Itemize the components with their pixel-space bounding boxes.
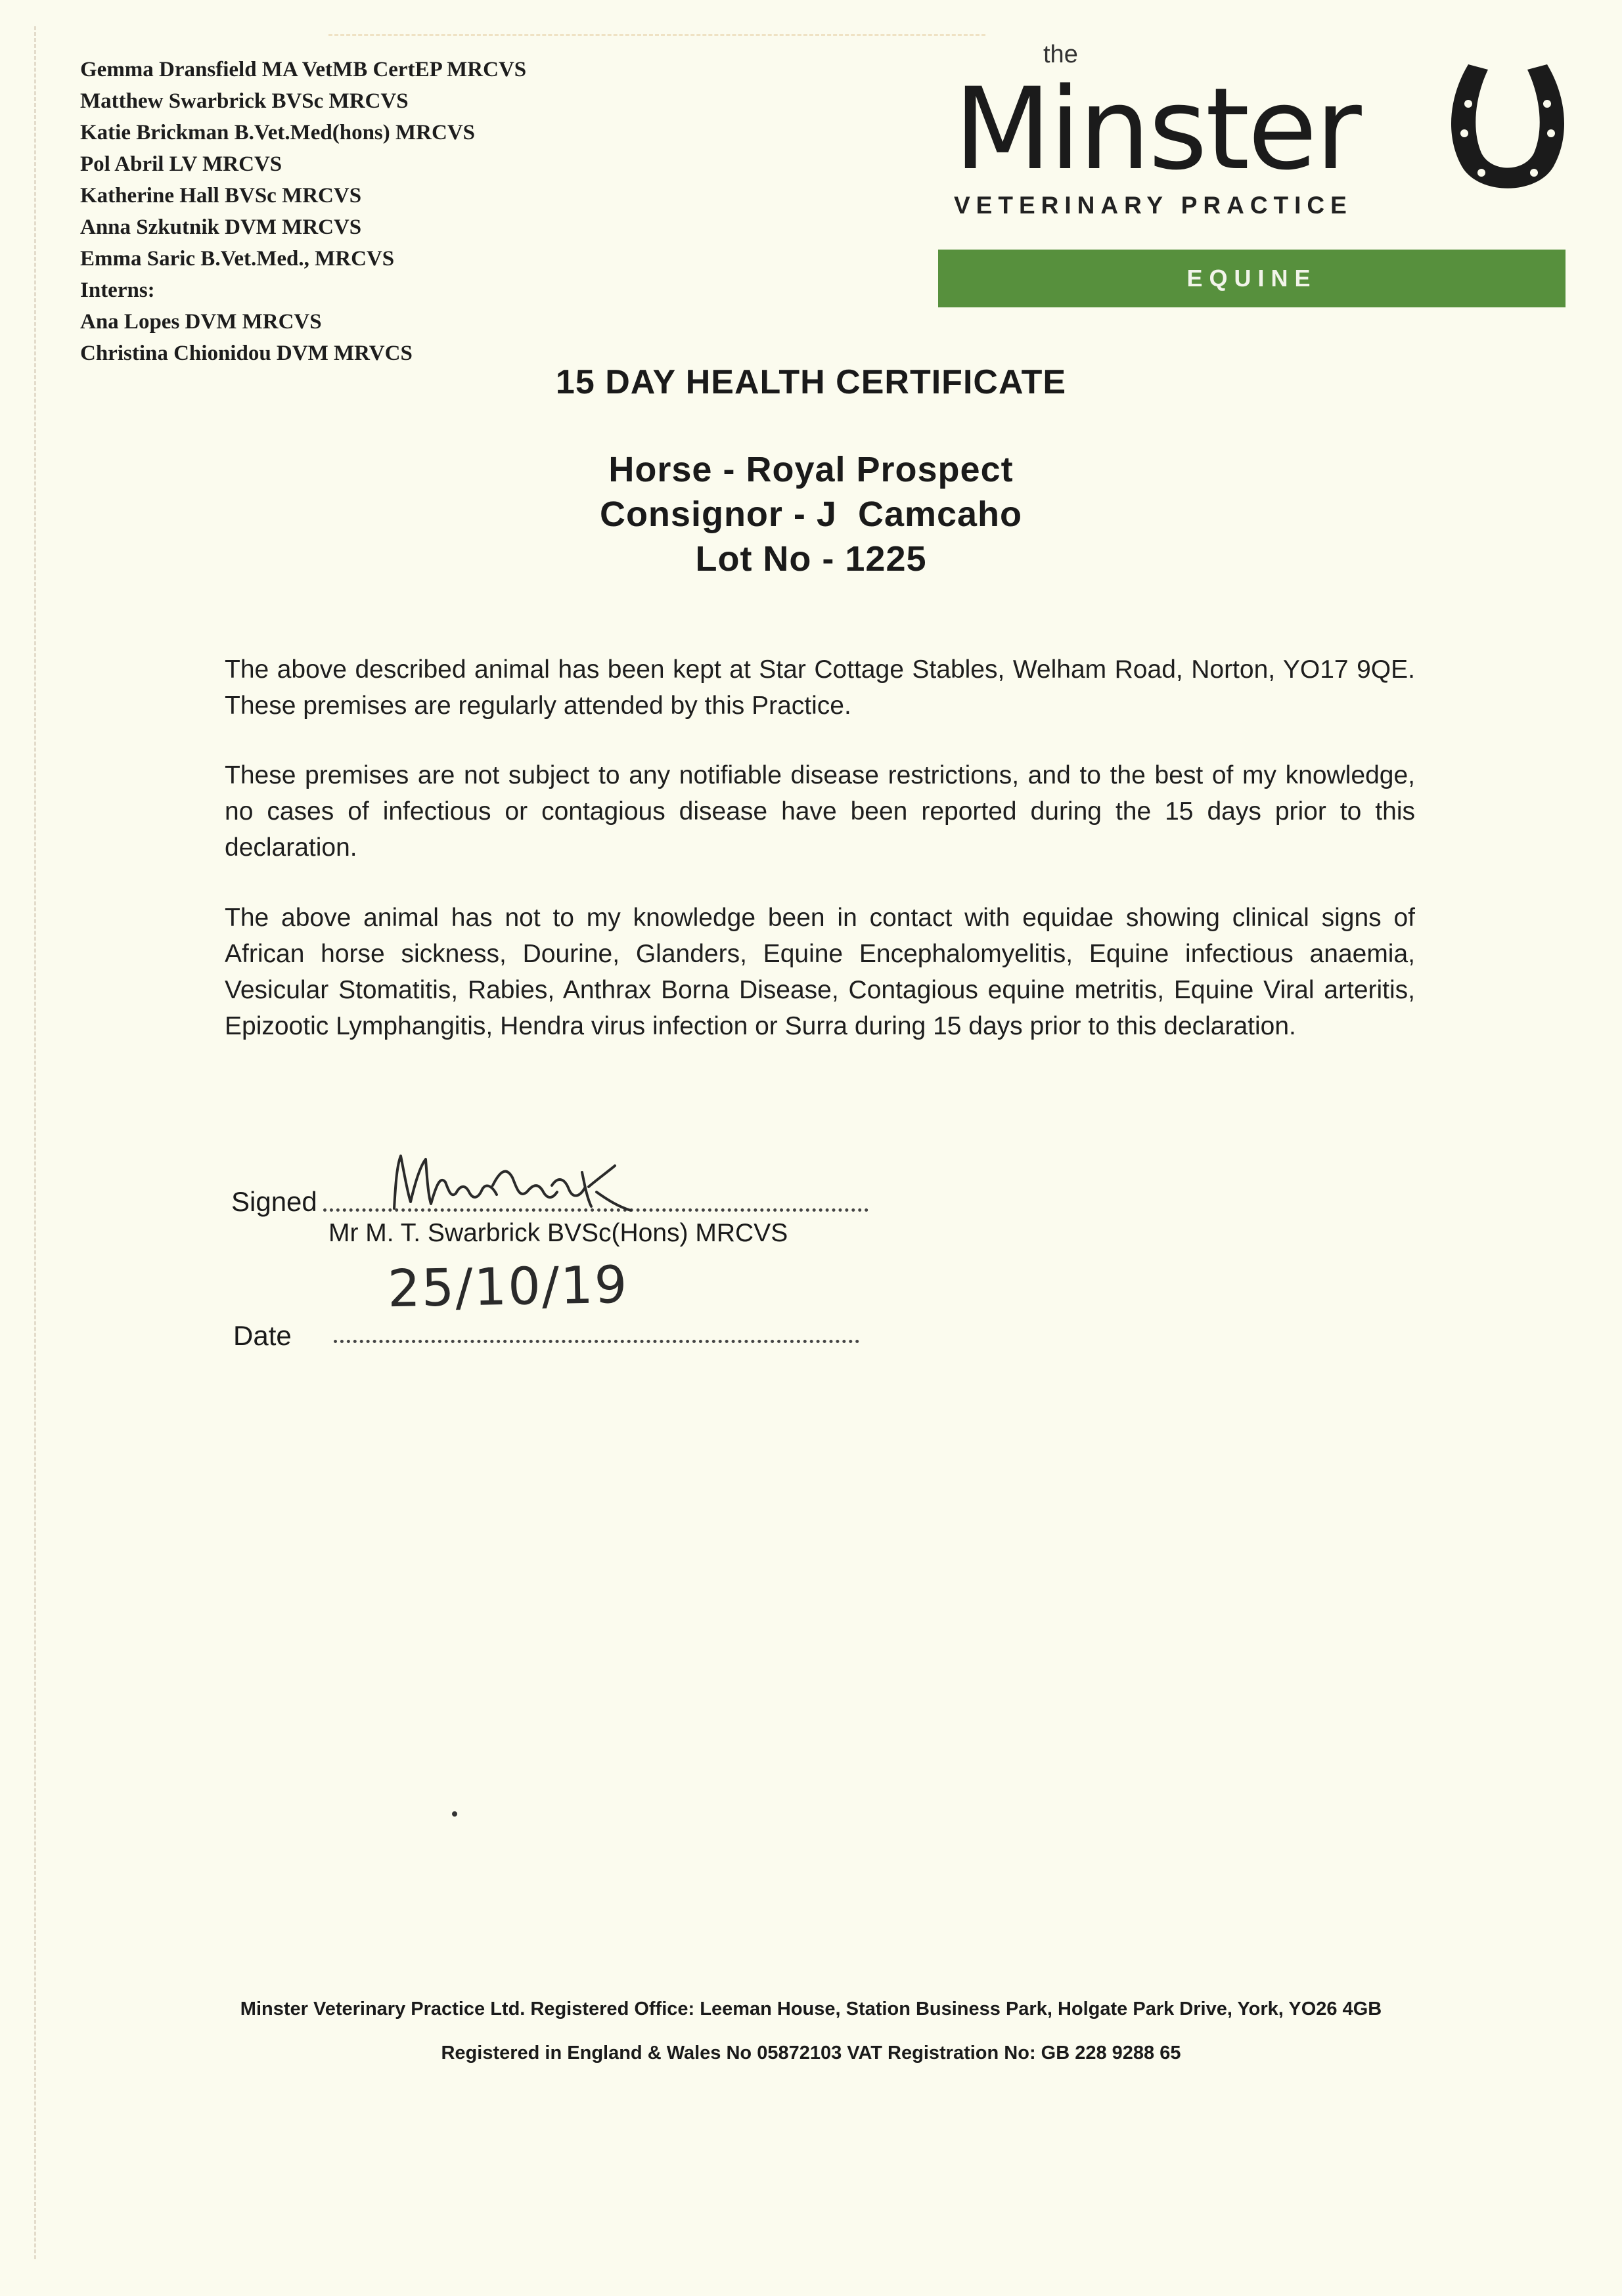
logo-wordmark: Minster xyxy=(954,63,1360,195)
logo-subtitle: VETERINARY PRACTICE xyxy=(954,192,1353,219)
ink-dot xyxy=(452,1811,457,1817)
staff-member: Ana Lopes DVM MRCVS xyxy=(80,310,322,334)
restrictions-paragraph: These premises are not subject to any notifiable disease restrictions, and to the best of my knowledge, no cases of infectious or contagious disease have been reported during the 15 days prior to this declaration. xyxy=(225,761,1415,862)
premises-paragraph: The above described animal has been kept at Star Cottage Stables, Welham Road, Norton, YO17 9QE. These premises are regularly attended by this Practice. xyxy=(225,655,1415,720)
consignor: Consignor - J Camcaho xyxy=(599,495,1023,534)
contact-paragraph: The above animal has not to my knowledge been in contact with equidae showing clinical signs of African horse sickness, Dourine, Glanders, Equine Encephalomyelitis, Equine infectious anaemia, Vesicular Stomatitis, Rabies, Anthrax Borna Disease, Contagious equine metritis, Equine Viral arteritis, Epizootic Lymphangitis, Hendra virus infection or Surra during 15 days prior to this declaration. xyxy=(225,904,1415,1040)
certificate-title: 15 DAY HEALTH CERTIFICATE xyxy=(555,363,1067,401)
staff-list xyxy=(80,54,526,369)
signer-name: Mr M. T. Swarbrick BVSc(Hons) MRCVS xyxy=(328,1219,788,1247)
footer-registered-office: Minster Veterinary Practice Ltd. Registered Office: Leeman House, Station Business Park, Holgate Park Drive, York, YO26 4GB xyxy=(240,1998,1382,2020)
handwritten-signature xyxy=(388,1146,703,1218)
lot-number: Lot No - 1225 xyxy=(695,539,927,579)
staff-member: Emma Saric B.Vet.Med., MRCVS xyxy=(80,247,395,271)
staff-member: Katie Brickman B.Vet.Med(hons) MRCVS xyxy=(80,121,476,144)
scan-edge xyxy=(328,34,985,36)
signed-label: Signed xyxy=(231,1186,317,1217)
staff-member: Christina Chionidou DVM MRVCS xyxy=(80,342,413,365)
staff-member: Matthew Swarbrick BVSc MRCVS xyxy=(80,89,409,113)
scan-edge xyxy=(34,26,36,2259)
logo-the: the xyxy=(1043,41,1078,68)
staff-member: Gemma Dransfield MA VetMB CertEP MRCVS xyxy=(80,58,527,81)
staff-member: Katherine Hall BVSc MRCVS xyxy=(80,184,362,208)
footer-registration: Registered in England & Wales No 05872103 VAT Registration No: GB 228 9288 65 xyxy=(441,2042,1181,2064)
staff-member: Anna Szkutnik DVM MRCVS xyxy=(80,215,362,239)
staff-member: Pol Abril LV MRCVS xyxy=(80,152,282,176)
equine-banner xyxy=(938,250,1566,307)
horseshoe-icon xyxy=(1442,58,1573,202)
date-line xyxy=(334,1320,859,1343)
equine-label: EQUINE xyxy=(1186,265,1317,292)
date-label: Date xyxy=(233,1320,292,1351)
interns-heading: Interns: xyxy=(80,278,155,302)
horse-name: Horse - Royal Prospect xyxy=(608,450,1014,489)
handwritten-date: 25/10/19 xyxy=(387,1255,629,1319)
